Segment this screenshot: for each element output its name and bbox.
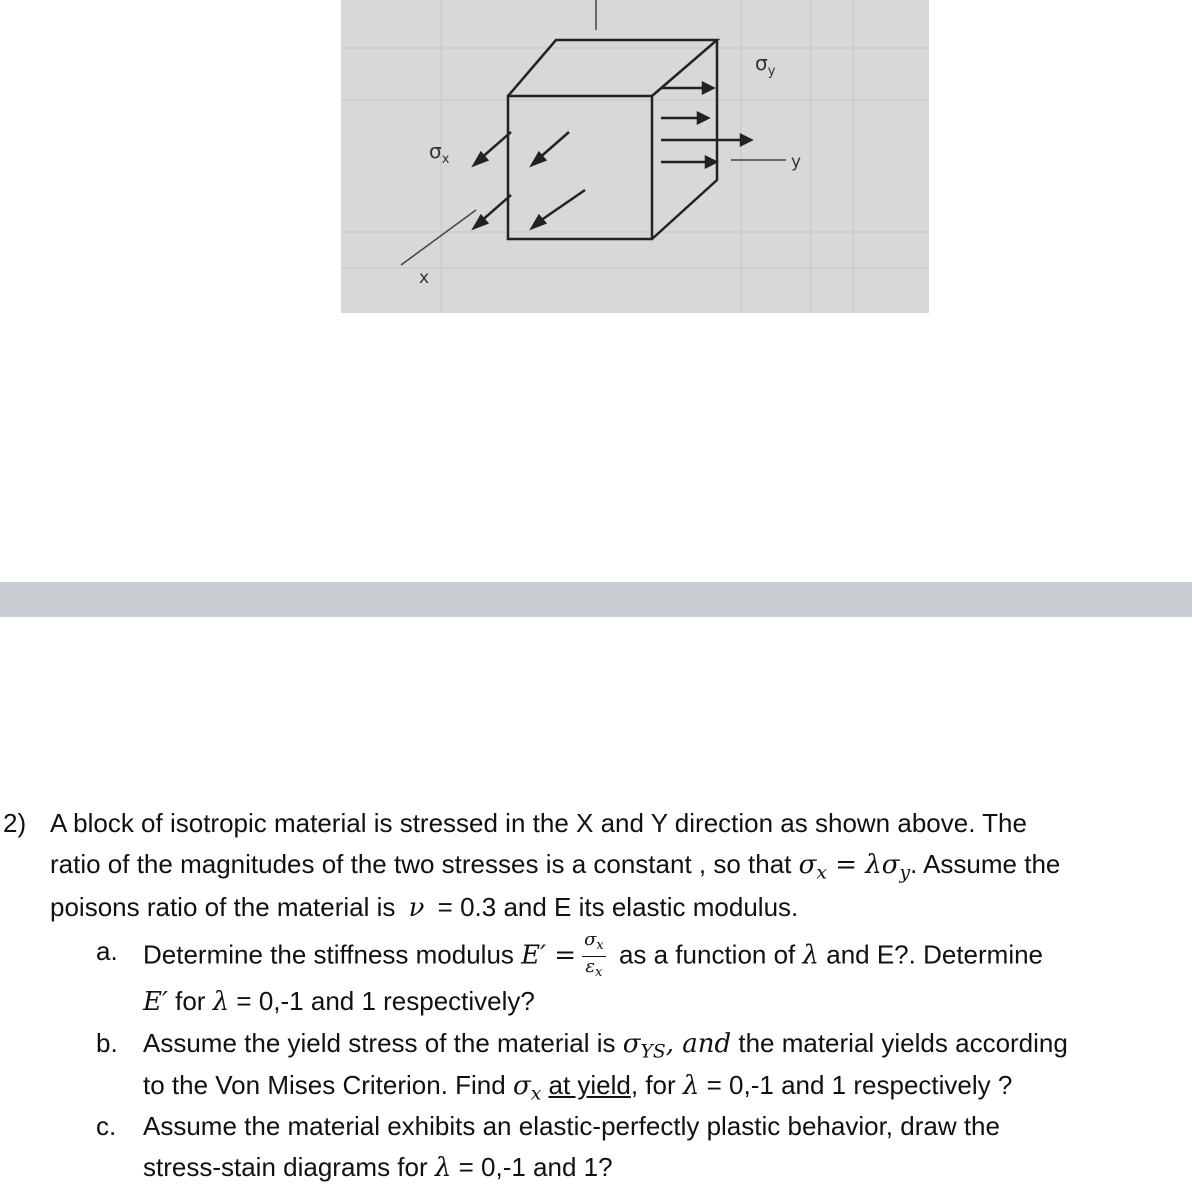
x-axis-label: x	[419, 268, 430, 288]
cube-diagram	[341, 0, 929, 313]
sigma-y-label: $\sigma_y$	[755, 51, 776, 79]
question-number: 2)	[3, 808, 27, 838]
x-axis-line	[401, 210, 476, 265]
item-b-line-1: Assume the yield stress of the material is $\sigma_{YS}$, and the material yields according	[143, 1028, 1068, 1063]
item-c-line-2: stress-stain diagrams for λ = 0,-1 and 1?	[143, 1152, 613, 1183]
item-b-line-2: to the Von Mises Criterion. Find $\sigma_x$ at yield, for λ = 0,-1 and 1 respectively ?	[143, 1070, 1013, 1105]
question-intro-line-1: A block of isotropic material is stressed in the X and Y direction as shown above. The	[50, 808, 1027, 838]
item-c-line-1: Assume the material exhibits an elastic-perfectly plastic behavior, draw the	[143, 1111, 1000, 1141]
item-a-marker: a.	[96, 936, 118, 966]
page-break-band	[0, 582, 1192, 617]
at-yield-underlined: at yield	[548, 1070, 631, 1100]
stressed-block-figure	[341, 0, 929, 313]
cube-front-face	[508, 96, 652, 239]
sigma-y-arrows	[661, 83, 751, 167]
question-intro-line-2: ratio of the magnitudes of the two stresses is a constant , so that $\sigma_x = \lambda\sigma_y$. Assume the	[50, 849, 1061, 884]
y-axis-label: y	[791, 152, 802, 172]
item-a-line-2: E′ for λ = 0,-1 and 1 respectively?	[143, 986, 535, 1017]
item-c-marker: c.	[96, 1111, 117, 1141]
question-intro-line-3: poisons ratio of the material is ν = 0.3 and E its elastic modulus.	[50, 892, 799, 923]
question-2	[0, 800, 1192, 1192]
sigma-x-label: $\sigma_x$	[429, 139, 450, 167]
sigma-x-arrows	[474, 132, 585, 228]
figure-labels	[419, 51, 801, 288]
item-a-line-1: Determine the stiffness modulus E′ = $\frac{\sigma_x}{\varepsilon_x}$ as a function of λ and E?. Determine	[143, 930, 1043, 983]
sigma-x-equation: $\sigma_x = \lambda\sigma_y$	[798, 850, 911, 884]
item-b-marker: b.	[96, 1028, 118, 1058]
stiffness-fraction: $\frac{\sigma_x}{\varepsilon_x}$	[584, 929, 604, 980]
